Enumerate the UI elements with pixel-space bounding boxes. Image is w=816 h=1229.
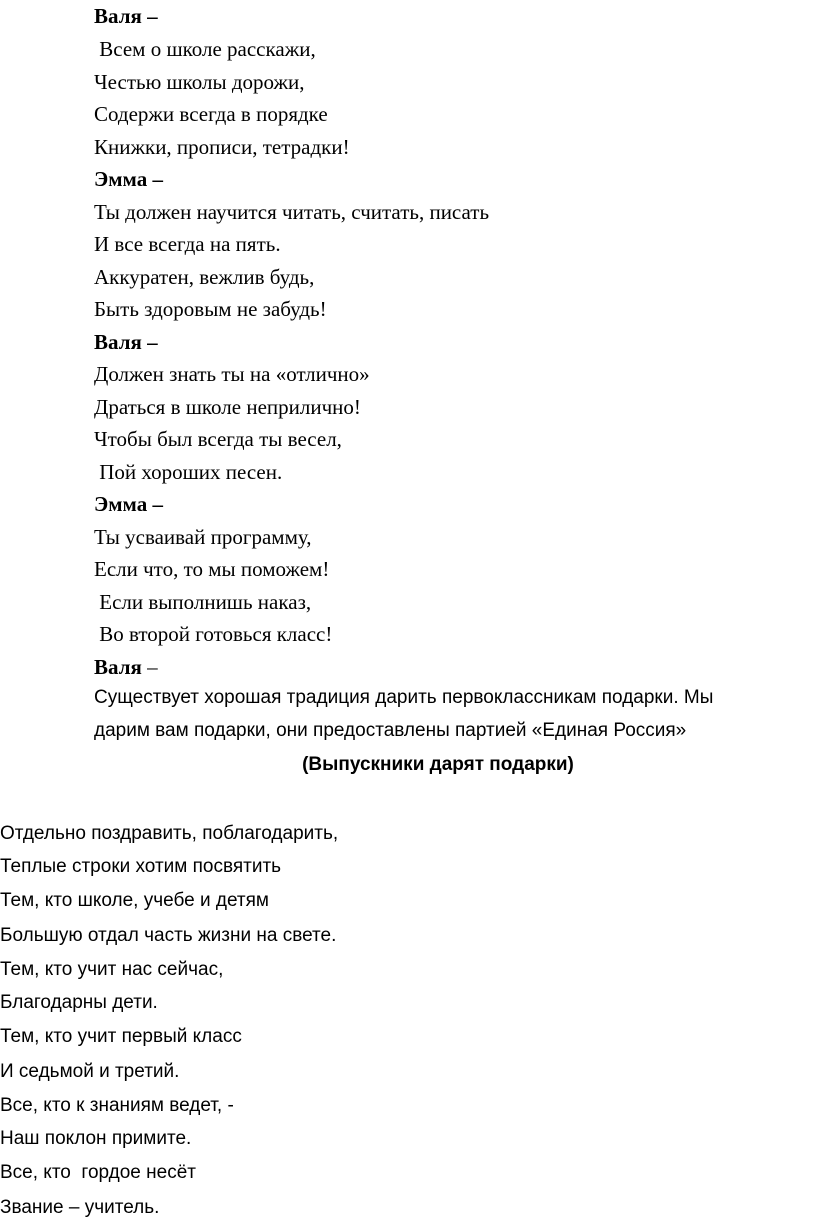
dialogue-line: Если что, то мы поможем! [94,557,330,581]
poem-line: Все, кто к знаниям ведет, - [0,1095,234,1116]
announcement-line: дарим вам подарки, они предоставлены партией «Единая Россия» [94,720,687,741]
speaker-label: Валя – [94,4,158,28]
stage-direction: (Выпускники дарят подарки) [302,754,574,775]
poem-line: Теплые строки хотим посвятить [0,856,282,877]
dialogue-line: Ты усваивай программу, [94,525,312,549]
poem-line: Тем, кто учит первый класс [0,1026,242,1047]
poem-line: Большую отдал часть жизни на свете. [0,925,337,946]
announcement-line: Существует хорошая традиция дарить первоклассникам подарки. Мы [94,687,714,708]
speaker-label: Эмма – [94,492,163,516]
dialogue-line: Должен знать ты на «отлично» [94,362,370,386]
dialogue-line: Быть здоровым не забудь! [94,297,327,321]
dialogue-line: И все всегда на пять. [94,232,281,256]
dialogue-line: Чтобы был всегда ты весел, [94,427,342,451]
dialogue-line: Содержи всегда в порядке [94,102,328,126]
dialogue-line: Пой хороших песен. [94,460,283,484]
speaker-name: Валя [94,655,142,679]
dialogue-line: Драться в школе неприлично! [94,395,361,419]
dialogue-line: Всем о школе расскажи, [94,37,316,61]
dialogue-line: Если выполнишь наказ, [94,590,312,614]
dialogue-line: Во второй готовься класс! [94,622,333,646]
speaker-dash: – [141,655,158,679]
speaker-label: Валя – [94,330,158,354]
poem-line: Тем, кто школе, учебе и детям [0,890,269,911]
poem-line: Благодарны дети. [0,992,158,1013]
dialogue-line: Ты должен научится читать, считать, писать [94,200,490,224]
poem-line: Наш поклон примите. [0,1128,192,1149]
speaker-label-final [94,655,158,679]
poem-line: Звание – учитель. [0,1197,160,1218]
speaker-label: Эмма – [94,167,163,191]
dialogue-line: Книжки, прописи, тетрадки! [94,135,350,159]
dialogue-line: Честью школы дорожи, [94,70,305,94]
poem-line: Тем, кто учит нас сейчас, [0,959,224,980]
poem-line: Все, кто гордое несёт [0,1162,196,1183]
poem-line: И седьмой и третий. [0,1061,180,1082]
dialogue-line: Аккуратен, вежлив будь, [94,265,315,289]
poem-line: Отдельно поздравить, поблагодарить, [0,823,339,844]
